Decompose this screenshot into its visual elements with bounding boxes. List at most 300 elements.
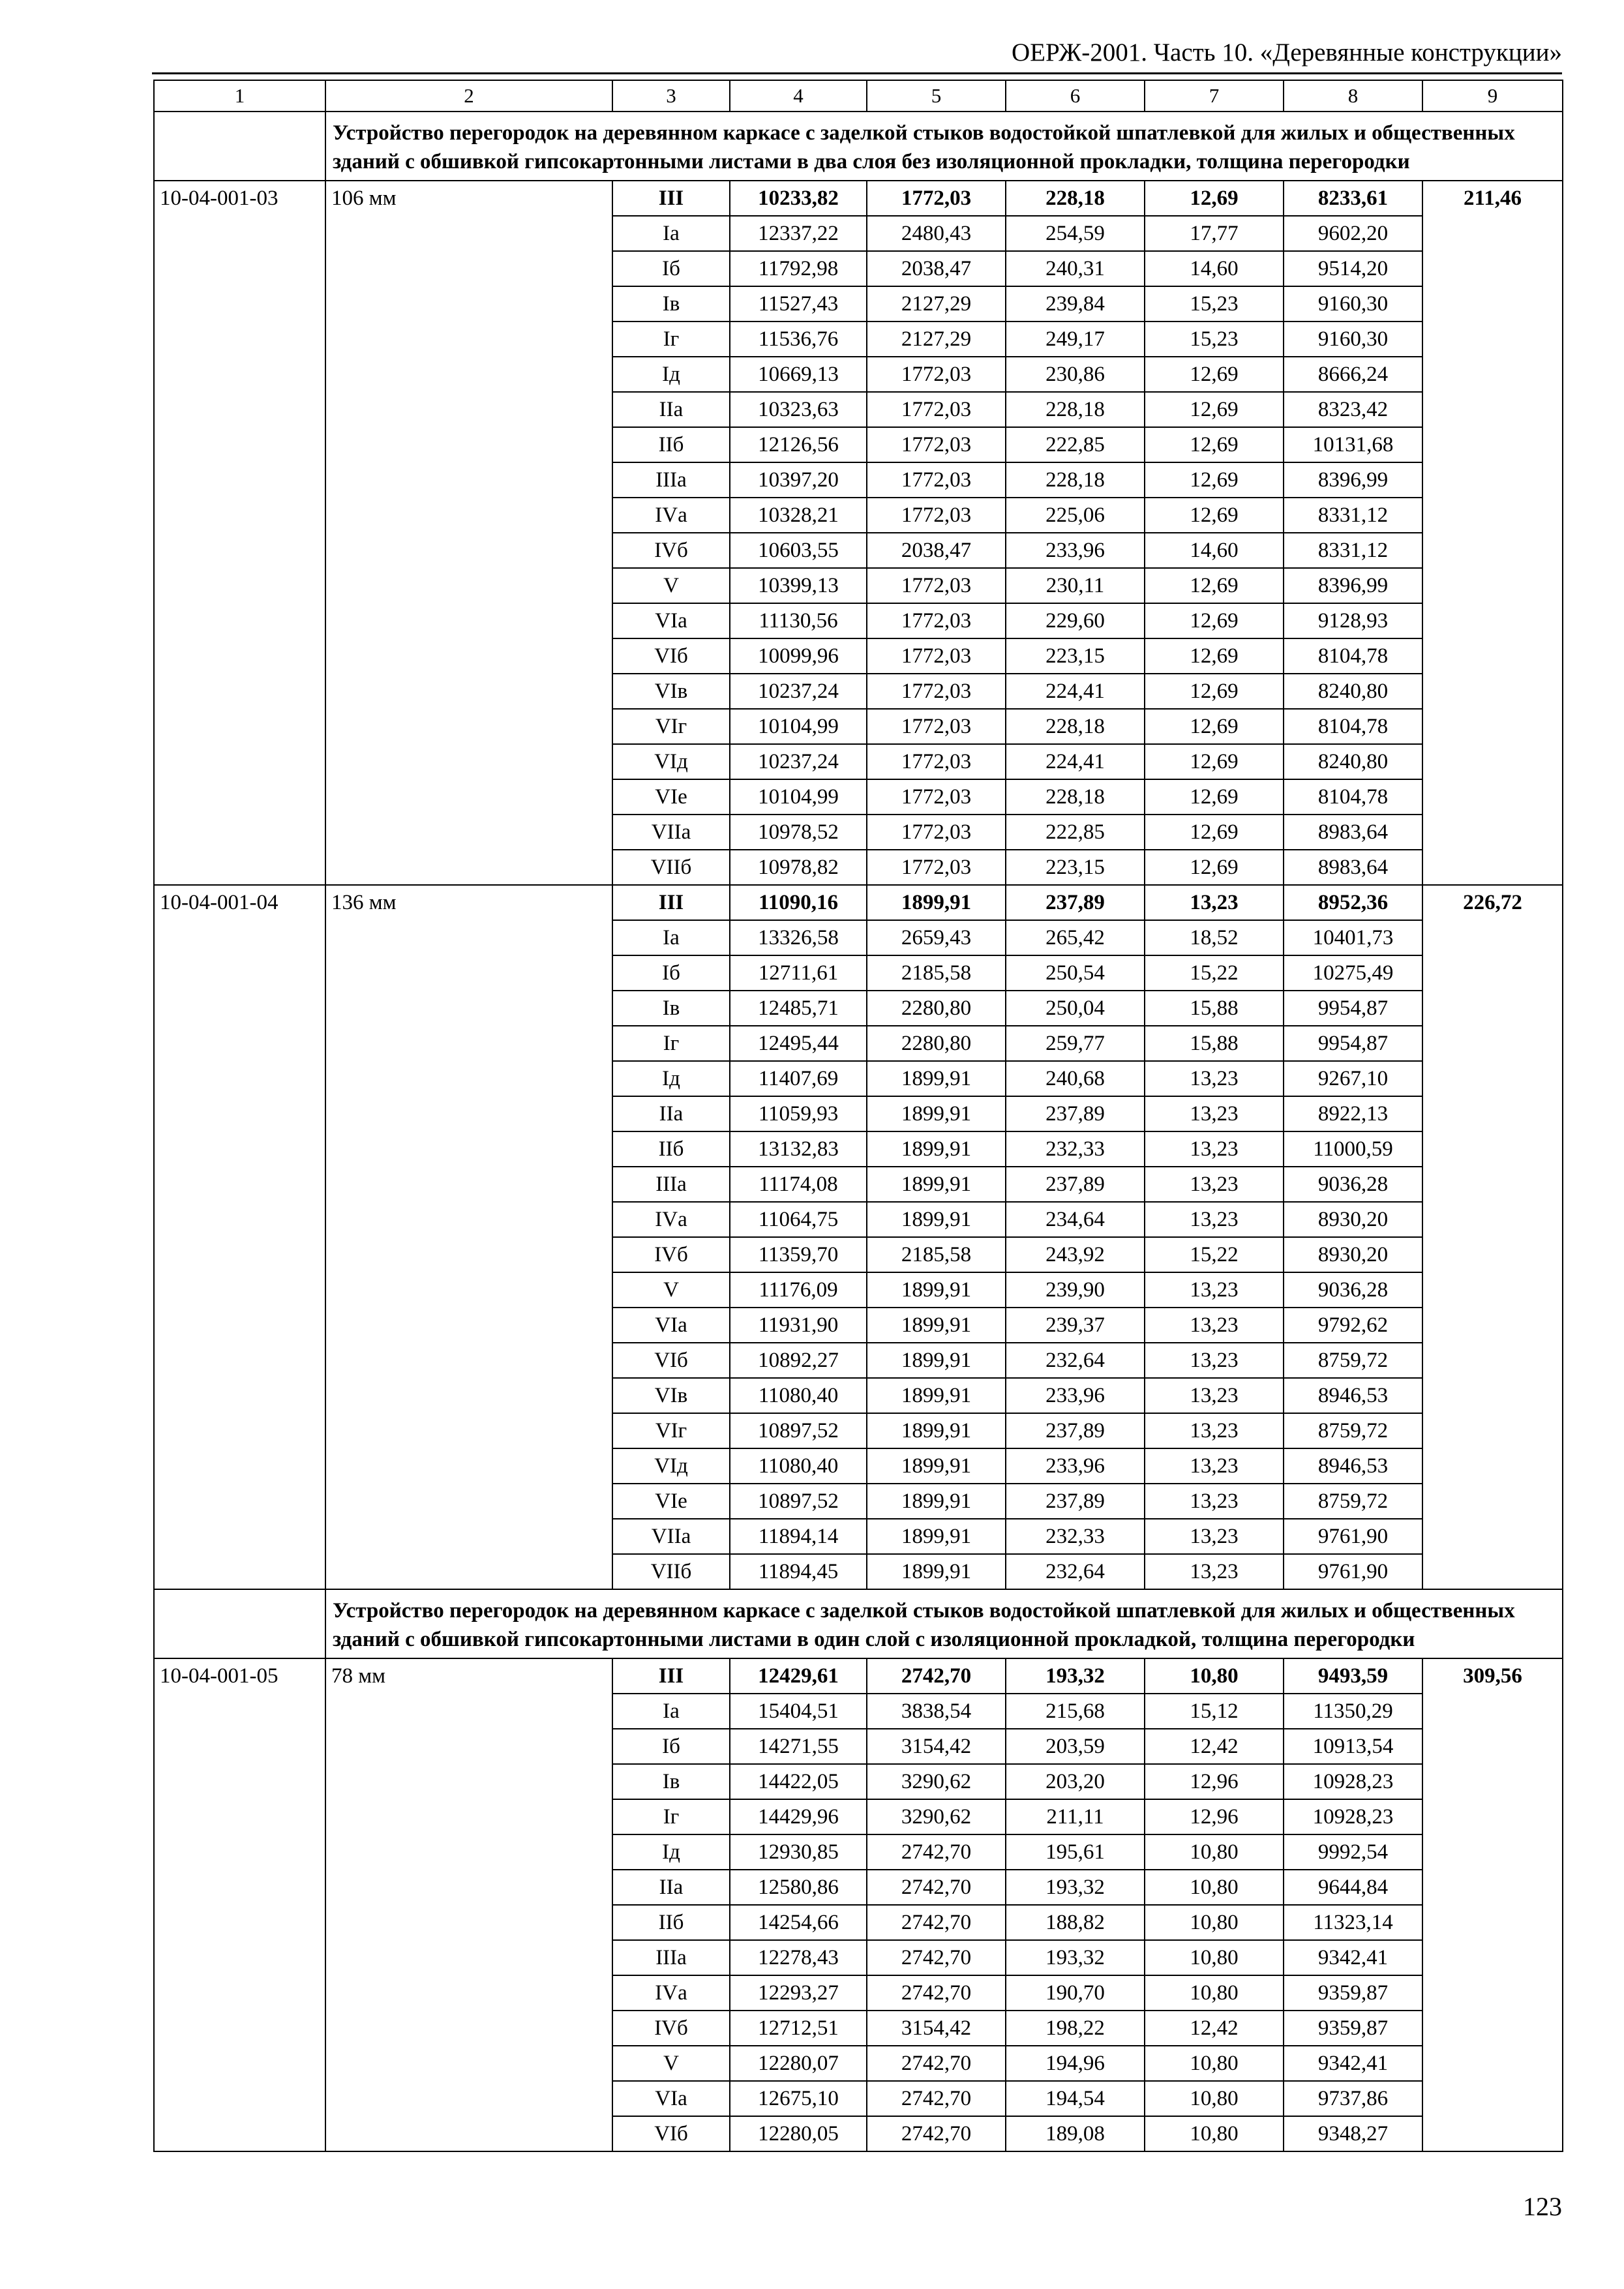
value-cell: 8930,20 (1284, 1237, 1422, 1272)
value-cell: 225,06 (1006, 498, 1145, 533)
value-cell: 10,80 (1145, 1834, 1284, 1870)
zone-cell: Iб (612, 955, 730, 991)
value-cell: 11536,76 (730, 322, 867, 357)
value-cell: 13,23 (1145, 1448, 1284, 1484)
value-cell: 11176,09 (730, 1272, 867, 1308)
value-cell: 14,60 (1145, 251, 1284, 286)
value-cell: 8952,36 (1284, 885, 1422, 920)
value-cell: 2742,70 (867, 1658, 1006, 1694)
value-cell: 10978,82 (730, 850, 867, 885)
column-number-cell: 7 (1145, 80, 1284, 112)
section-code-cell-empty (154, 112, 325, 181)
value-cell: 11080,40 (730, 1448, 867, 1484)
value-cell: 8930,20 (1284, 1202, 1422, 1237)
value-cell: 8104,78 (1284, 779, 1422, 815)
value-cell: 249,17 (1006, 322, 1145, 357)
value-cell: 2038,47 (867, 251, 1006, 286)
value-cell: 10603,55 (730, 533, 867, 568)
value-cell: 13,23 (1145, 1308, 1284, 1343)
value-cell: 15,22 (1145, 1237, 1284, 1272)
value-cell: 1772,03 (867, 674, 1006, 709)
value-cell: 9792,62 (1284, 1308, 1422, 1343)
value-cell: 12,69 (1145, 427, 1284, 462)
zone-cell: Iа (612, 1694, 730, 1729)
value-cell: 237,89 (1006, 1413, 1145, 1448)
value-cell: 12,69 (1145, 638, 1284, 674)
zone-cell: IIа (612, 1870, 730, 1905)
value-cell: 13,23 (1145, 1202, 1284, 1237)
value-cell: 11359,70 (730, 1237, 867, 1272)
zone-cell: IIб (612, 1131, 730, 1167)
value-cell: 2280,80 (867, 991, 1006, 1026)
value-cell: 1899,91 (867, 1378, 1006, 1413)
zone-cell: IVб (612, 2011, 730, 2046)
value-cell: 9342,41 (1284, 1940, 1422, 1975)
zone-cell: Iд (612, 1061, 730, 1096)
value-cell: 11064,75 (730, 1202, 867, 1237)
value-cell: 9036,28 (1284, 1272, 1422, 1308)
table-body (154, 80, 1563, 2151)
value-cell: 1899,91 (867, 1272, 1006, 1308)
value-cell: 8331,12 (1284, 498, 1422, 533)
value-cell: 1899,91 (867, 1061, 1006, 1096)
zone-cell: III (612, 1658, 730, 1694)
value-cell: 230,86 (1006, 357, 1145, 392)
value-cell: 10131,68 (1284, 427, 1422, 462)
value-cell: 12580,86 (730, 1870, 867, 1905)
value-cell: 12,42 (1145, 1729, 1284, 1764)
value-cell: 12675,10 (730, 2081, 867, 2116)
value-cell: 8983,64 (1284, 850, 1422, 885)
value-cell: 9160,30 (1284, 322, 1422, 357)
value-cell: 10104,99 (730, 779, 867, 815)
zone-cell: VIIа (612, 1519, 730, 1554)
value-cell: 1899,91 (867, 1484, 1006, 1519)
value-cell: 12,69 (1145, 674, 1284, 709)
value-cell: 11000,59 (1284, 1131, 1422, 1167)
value-cell: 9602,20 (1284, 216, 1422, 251)
value-cell: 1899,91 (867, 1096, 1006, 1131)
value-cell: 10913,54 (1284, 1729, 1422, 1764)
value-cell: 13,23 (1145, 1413, 1284, 1448)
value-cell: 11059,93 (730, 1096, 867, 1131)
value-cell: 223,15 (1006, 638, 1145, 674)
value-cell: 10237,24 (730, 674, 867, 709)
value-cell: 13,23 (1145, 1554, 1284, 1589)
value-cell: 203,59 (1006, 1729, 1145, 1764)
value-cell: 2742,70 (867, 1870, 1006, 1905)
value-cell: 12280,07 (730, 2046, 867, 2081)
value-cell: 10397,20 (730, 462, 867, 498)
column-number-cell: 1 (154, 80, 325, 112)
value-cell: 224,41 (1006, 744, 1145, 779)
value-cell: 254,59 (1006, 216, 1145, 251)
value-cell: 11894,45 (730, 1554, 867, 1589)
value-cell: 8233,61 (1284, 181, 1422, 216)
value-cell: 12280,05 (730, 2116, 867, 2151)
value-cell: 211,11 (1006, 1799, 1145, 1834)
zone-cell: IIа (612, 392, 730, 427)
value-cell: 11407,69 (730, 1061, 867, 1096)
value-cell: 233,96 (1006, 1378, 1145, 1413)
column-number-cell: 5 (867, 80, 1006, 112)
value-cell: 8240,80 (1284, 674, 1422, 709)
zone-cell: VIIа (612, 815, 730, 850)
value-cell: 1899,91 (867, 1554, 1006, 1589)
value-cell: 15,23 (1145, 286, 1284, 322)
value-cell: 1899,91 (867, 1131, 1006, 1167)
zone-cell: Iг (612, 1026, 730, 1061)
zone-cell: Iд (612, 1834, 730, 1870)
zone-cell: VIIб (612, 850, 730, 885)
value-cell: 228,18 (1006, 462, 1145, 498)
value-cell: 1772,03 (867, 357, 1006, 392)
value-cell: 232,64 (1006, 1554, 1145, 1589)
value-cell: 9359,87 (1284, 1975, 1422, 2011)
zone-cell: IVб (612, 533, 730, 568)
value-cell: 10401,73 (1284, 920, 1422, 955)
value-cell: 11174,08 (730, 1167, 867, 1202)
value-cell: 10,80 (1145, 1870, 1284, 1905)
value-cell: 12,69 (1145, 181, 1284, 216)
zone-cell: IVа (612, 498, 730, 533)
value-cell: 9514,20 (1284, 251, 1422, 286)
zone-cell: VIа (612, 603, 730, 638)
value-cell: 3290,62 (867, 1799, 1006, 1834)
value-cell: 10099,96 (730, 638, 867, 674)
value-cell: 9359,87 (1284, 2011, 1422, 2046)
item-thickness: 136 мм (325, 885, 612, 1589)
zone-cell: IVб (612, 1237, 730, 1272)
page-number: 123 (1523, 2192, 1562, 2221)
value-cell: 8104,78 (1284, 638, 1422, 674)
value-cell: 228,18 (1006, 709, 1145, 744)
value-cell: 230,11 (1006, 568, 1145, 603)
value-cell: 12,69 (1145, 568, 1284, 603)
zone-cell: Iв (612, 991, 730, 1026)
value-cell: 10275,49 (1284, 955, 1422, 991)
value-cell: 12,69 (1145, 744, 1284, 779)
section-header-row (154, 112, 1563, 181)
zone-cell: Iб (612, 251, 730, 286)
value-cell: 3838,54 (867, 1694, 1006, 1729)
value-cell: 3290,62 (867, 1764, 1006, 1799)
item-code: 10-04-001-05 (154, 1658, 325, 2151)
zone-cell: VIе (612, 1484, 730, 1519)
column-number-cell: 4 (730, 80, 867, 112)
value-cell: 8331,12 (1284, 533, 1422, 568)
value-cell: 2742,70 (867, 1834, 1006, 1870)
value-cell: 1899,91 (867, 1202, 1006, 1237)
value-cell: 9644,84 (1284, 1870, 1422, 1905)
value-cell: 12711,61 (730, 955, 867, 991)
value-cell: 10,80 (1145, 2116, 1284, 2151)
zone-cell: IVа (612, 1202, 730, 1237)
value-cell: 12930,85 (730, 1834, 867, 1870)
value-cell: 10978,52 (730, 815, 867, 850)
value-cell: 15,22 (1145, 955, 1284, 991)
value-cell: 8666,24 (1284, 357, 1422, 392)
zone-cell: Iа (612, 920, 730, 955)
zone-cell: IIа (612, 1096, 730, 1131)
zone-cell: VIе (612, 779, 730, 815)
value-cell: 1772,03 (867, 815, 1006, 850)
zone-cell: Iд (612, 357, 730, 392)
value-cell: 8104,78 (1284, 709, 1422, 744)
value-cell: 15,88 (1145, 1026, 1284, 1061)
zone-cell: VIв (612, 674, 730, 709)
value-cell: 237,89 (1006, 885, 1145, 920)
value-cell: 12293,27 (730, 1975, 867, 2011)
value-cell: 11527,43 (730, 286, 867, 322)
value-cell: 13,23 (1145, 1167, 1284, 1202)
value-cell: 14254,66 (730, 1905, 867, 1940)
zone-cell: Iг (612, 1799, 730, 1834)
value-cell: 2742,70 (867, 2116, 1006, 2151)
value-cell: 237,89 (1006, 1484, 1145, 1519)
value-cell: 14271,55 (730, 1729, 867, 1764)
value-cell: 2185,58 (867, 955, 1006, 991)
value-cell: 2742,70 (867, 2081, 1006, 2116)
value-cell: 222,85 (1006, 815, 1145, 850)
value-cell: 198,22 (1006, 2011, 1145, 2046)
value-cell: 13,23 (1145, 1061, 1284, 1096)
value-cell: 12429,61 (730, 1658, 867, 1694)
value-cell: 8946,53 (1284, 1378, 1422, 1413)
zone-cell: Iв (612, 286, 730, 322)
value-cell: 12,69 (1145, 815, 1284, 850)
item-column-9-value: 211,46 (1422, 181, 1563, 885)
value-cell: 265,42 (1006, 920, 1145, 955)
value-cell: 2480,43 (867, 216, 1006, 251)
value-cell: 2038,47 (867, 533, 1006, 568)
value-cell: 12278,43 (730, 1940, 867, 1975)
value-cell: 234,64 (1006, 1202, 1145, 1237)
column-number-cell: 9 (1422, 80, 1563, 112)
value-cell: 240,68 (1006, 1061, 1145, 1096)
section-header-row (154, 1589, 1563, 1658)
column-number-row (154, 80, 1563, 112)
value-cell: 222,85 (1006, 427, 1145, 462)
value-cell: 9160,30 (1284, 286, 1422, 322)
value-cell: 239,84 (1006, 286, 1145, 322)
value-cell: 250,04 (1006, 991, 1145, 1026)
item-column-9-value: 226,72 (1422, 885, 1563, 1589)
value-cell: 1772,03 (867, 603, 1006, 638)
value-cell: 2742,70 (867, 2046, 1006, 2081)
zone-cell: VIа (612, 1308, 730, 1343)
value-cell: 2127,29 (867, 322, 1006, 357)
value-cell: 10928,23 (1284, 1799, 1422, 1834)
value-cell: 9737,86 (1284, 2081, 1422, 2116)
value-cell: 10104,99 (730, 709, 867, 744)
value-cell: 14429,96 (730, 1799, 867, 1834)
value-cell: 224,41 (1006, 674, 1145, 709)
value-cell: 12,96 (1145, 1799, 1284, 1834)
value-cell: 1772,03 (867, 850, 1006, 885)
value-cell: 2659,43 (867, 920, 1006, 955)
value-cell: 12337,22 (730, 216, 867, 251)
value-cell: 14422,05 (730, 1764, 867, 1799)
value-cell: 9267,10 (1284, 1061, 1422, 1096)
value-cell: 10897,52 (730, 1484, 867, 1519)
value-cell: 239,37 (1006, 1308, 1145, 1343)
value-cell: 8759,72 (1284, 1484, 1422, 1519)
value-cell: 10892,27 (730, 1343, 867, 1378)
page-header-title: ОЕРЖ-2001. Часть 10. «Деревянные конструкции» (1011, 38, 1562, 67)
value-cell: 215,68 (1006, 1694, 1145, 1729)
column-number-cell: 8 (1284, 80, 1422, 112)
value-cell: 8946,53 (1284, 1448, 1422, 1484)
value-cell: 13,23 (1145, 885, 1284, 920)
value-cell: 12,69 (1145, 498, 1284, 533)
value-cell: 8759,72 (1284, 1413, 1422, 1448)
value-cell: 12126,56 (730, 427, 867, 462)
item-thickness: 106 мм (325, 181, 612, 885)
header-divider (152, 72, 1562, 74)
value-cell: 8396,99 (1284, 462, 1422, 498)
value-cell: 232,33 (1006, 1131, 1145, 1167)
value-cell: 13,23 (1145, 1131, 1284, 1167)
value-cell: 228,18 (1006, 779, 1145, 815)
zone-cell: III (612, 885, 730, 920)
value-cell: 11323,14 (1284, 1905, 1422, 1940)
value-cell: 10323,63 (730, 392, 867, 427)
value-cell: 3154,42 (867, 1729, 1006, 1764)
zone-cell: III (612, 181, 730, 216)
zone-cell: Iа (612, 216, 730, 251)
zone-cell: IIб (612, 427, 730, 462)
value-cell: 2742,70 (867, 1905, 1006, 1940)
value-cell: 9342,41 (1284, 2046, 1422, 2081)
value-cell: 11090,16 (730, 885, 867, 920)
value-cell: 9493,59 (1284, 1658, 1422, 1694)
value-cell: 250,54 (1006, 955, 1145, 991)
item-code: 10-04-001-03 (154, 181, 325, 885)
value-cell: 13,23 (1145, 1378, 1284, 1413)
value-cell: 10897,52 (730, 1413, 867, 1448)
zone-cell: VIб (612, 1343, 730, 1378)
value-cell: 237,89 (1006, 1167, 1145, 1202)
value-cell: 13,23 (1145, 1484, 1284, 1519)
item-code: 10-04-001-04 (154, 885, 325, 1589)
zone-cell: VIIб (612, 1554, 730, 1589)
value-cell: 9348,27 (1284, 2116, 1422, 2151)
zone-cell: VIа (612, 2081, 730, 2116)
value-cell: 12,69 (1145, 462, 1284, 498)
zone-cell: VIд (612, 1448, 730, 1484)
value-cell: 11792,98 (730, 251, 867, 286)
value-cell: 13132,83 (730, 1131, 867, 1167)
price-table (153, 80, 1563, 2152)
value-cell: 12485,71 (730, 991, 867, 1026)
value-cell: 8922,13 (1284, 1096, 1422, 1131)
zone-cell: IIIа (612, 1940, 730, 1975)
value-cell: 10233,82 (730, 181, 867, 216)
value-cell: 11894,14 (730, 1519, 867, 1554)
value-cell: 203,20 (1006, 1764, 1145, 1799)
value-cell: 12,96 (1145, 1764, 1284, 1799)
value-cell: 194,96 (1006, 2046, 1145, 2081)
value-cell: 12,69 (1145, 779, 1284, 815)
zone-cell: VIб (612, 638, 730, 674)
value-cell: 194,54 (1006, 2081, 1145, 2116)
zone-cell: VIд (612, 744, 730, 779)
value-cell: 3154,42 (867, 2011, 1006, 2046)
value-cell: 11931,90 (730, 1308, 867, 1343)
value-cell: 1899,91 (867, 1448, 1006, 1484)
value-cell: 15404,51 (730, 1694, 867, 1729)
value-cell: 15,23 (1145, 322, 1284, 357)
value-cell: 18,52 (1145, 920, 1284, 955)
value-cell: 10,80 (1145, 2046, 1284, 2081)
value-cell: 8240,80 (1284, 744, 1422, 779)
value-cell: 188,82 (1006, 1905, 1145, 1940)
value-cell: 1772,03 (867, 392, 1006, 427)
value-cell: 229,60 (1006, 603, 1145, 638)
value-cell: 237,89 (1006, 1096, 1145, 1131)
value-cell: 1772,03 (867, 709, 1006, 744)
value-cell: 11130,56 (730, 603, 867, 638)
value-cell: 1899,91 (867, 1308, 1006, 1343)
value-cell: 9128,93 (1284, 603, 1422, 638)
value-cell: 13326,58 (730, 920, 867, 955)
value-cell: 10,80 (1145, 1905, 1284, 1940)
table-row (154, 1658, 1563, 1694)
zone-cell: IVа (612, 1975, 730, 2011)
value-cell: 2742,70 (867, 1975, 1006, 2011)
zone-cell: VIб (612, 2116, 730, 2151)
zone-cell: Iб (612, 1729, 730, 1764)
value-cell: 1899,91 (867, 885, 1006, 920)
value-cell: 10,80 (1145, 1658, 1284, 1694)
value-cell: 189,08 (1006, 2116, 1145, 2151)
value-cell: 15,88 (1145, 991, 1284, 1026)
value-cell: 190,70 (1006, 1975, 1145, 2011)
value-cell: 1899,91 (867, 1343, 1006, 1378)
value-cell: 1772,03 (867, 568, 1006, 603)
value-cell: 12,69 (1145, 357, 1284, 392)
value-cell: 13,23 (1145, 1272, 1284, 1308)
section-title: Устройство перегородок на деревянном каркасе с заделкой стыков водостойкой шпатлевкой для жилых и общественных зданий с обшивкой гипсокартонными листами в два слоя без изоляционной прокладки, толщина перегородки (325, 112, 1563, 181)
value-cell: 13,23 (1145, 1519, 1284, 1554)
value-cell: 12,69 (1145, 850, 1284, 885)
zone-cell: VIг (612, 709, 730, 744)
value-cell: 11350,29 (1284, 1694, 1422, 1729)
zone-cell: Iв (612, 1764, 730, 1799)
value-cell: 1772,03 (867, 181, 1006, 216)
value-cell: 10669,13 (730, 357, 867, 392)
value-cell: 1772,03 (867, 638, 1006, 674)
value-cell: 14,60 (1145, 533, 1284, 568)
column-number-cell: 3 (612, 80, 730, 112)
value-cell: 10,80 (1145, 2081, 1284, 2116)
value-cell: 193,32 (1006, 1658, 1145, 1694)
zone-cell: VIг (612, 1413, 730, 1448)
value-cell: 233,96 (1006, 533, 1145, 568)
section-code-cell-empty (154, 1589, 325, 1658)
value-cell: 8759,72 (1284, 1343, 1422, 1378)
value-cell: 8323,42 (1284, 392, 1422, 427)
zone-cell: Iг (612, 322, 730, 357)
value-cell: 12,69 (1145, 603, 1284, 638)
zone-cell: VIв (612, 1378, 730, 1413)
section-title: Устройство перегородок на деревянном каркасе с заделкой стыков водостойкой шпатлевкой для жилых и общественных зданий с обшивкой гипсокартонными листами в один слой с изоляционной прокладкой, толщина перегородки (325, 1589, 1563, 1658)
value-cell: 12712,51 (730, 2011, 867, 2046)
value-cell: 228,18 (1006, 181, 1145, 216)
value-cell: 12,69 (1145, 709, 1284, 744)
value-cell: 1899,91 (867, 1519, 1006, 1554)
